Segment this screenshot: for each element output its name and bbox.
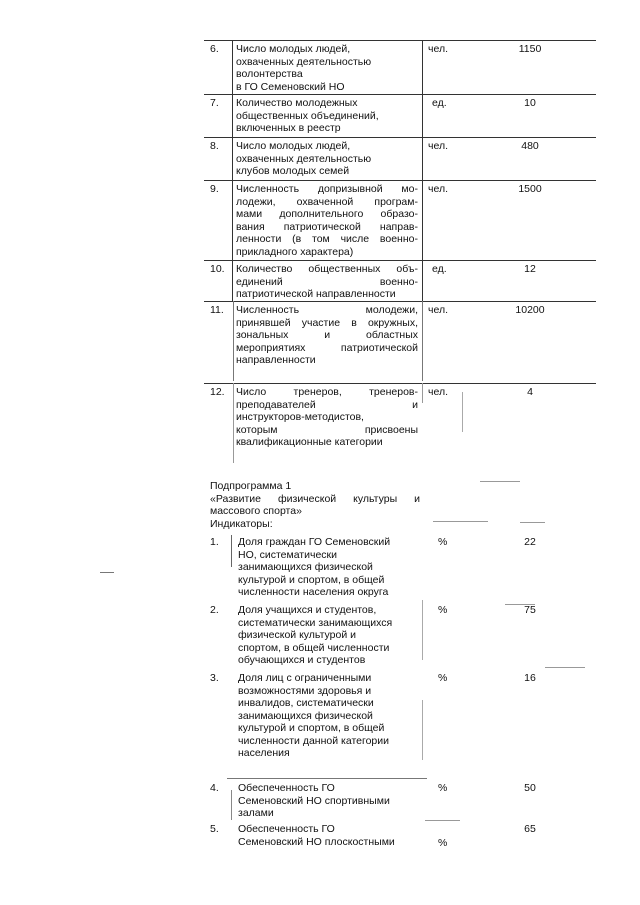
indicators-label: Индикаторы:	[210, 517, 273, 530]
scan-artifact	[231, 790, 232, 820]
row-unit: чел.	[428, 43, 449, 55]
table-rule	[204, 301, 596, 302]
desc-line: патриотической направленности	[236, 288, 396, 300]
row-value: 1150	[518, 43, 542, 55]
row-description	[236, 43, 418, 93]
row-unit: %	[438, 782, 448, 794]
desc-line: Доля учащихся и студентов,	[238, 604, 377, 616]
row-value: 65	[524, 823, 536, 835]
scan-artifact	[422, 600, 423, 660]
row-number: 12.	[210, 386, 225, 398]
table-rule	[204, 383, 596, 384]
desc-line: систематически занимающихся	[238, 616, 393, 629]
scan-artifact	[545, 667, 585, 668]
table-column-rule	[233, 301, 234, 381]
row-unit: чел.	[428, 386, 449, 398]
row-value: 75	[524, 604, 536, 616]
scan-artifact	[227, 778, 427, 779]
desc-line: возможностями здоровья и	[238, 684, 372, 697]
row-number: 10.	[210, 263, 225, 275]
desc-line: охваченных деятельностью	[236, 152, 372, 165]
subprogram-title-line: «Развитие физической культуры и	[210, 492, 420, 505]
desc-line: которым присвоены	[236, 423, 418, 436]
desc-line: занимающихся физической	[238, 561, 373, 573]
desc-line: Доля граждан ГО Семеновский	[238, 536, 391, 548]
row-number: 2.	[210, 604, 219, 616]
desc-line: НО, систематически	[238, 548, 338, 561]
row-description	[238, 672, 420, 760]
row-value: 4	[527, 386, 533, 398]
table-rule	[204, 137, 596, 138]
subprogram-heading	[210, 480, 420, 530]
desc-line: Обеспеченность ГО	[238, 782, 335, 794]
row-number: 6.	[210, 43, 219, 55]
desc-line: физической культурой и	[238, 629, 356, 641]
desc-line: принявшей участие в окружных,	[236, 316, 418, 329]
desc-line: общественных объединений,	[236, 109, 379, 122]
row-number: 3.	[210, 672, 219, 684]
desc-line: обучающихся и студентов	[238, 654, 366, 666]
row-value: 22	[524, 536, 536, 548]
desc-line: спортом, в общей численности	[238, 641, 390, 654]
row-unit: %	[438, 837, 448, 849]
desc-line: Число тренеров, тренеров-	[236, 386, 418, 398]
desc-line: Число молодых людей,	[236, 43, 351, 55]
row-unit: %	[438, 604, 448, 616]
row-value: 16	[524, 672, 536, 684]
desc-line: Численность молодежи,	[236, 304, 418, 316]
desc-line: охваченных деятельностью	[236, 55, 372, 68]
desc-line: мами дополнительного образо-	[236, 208, 418, 220]
row-value: 10200	[515, 304, 545, 316]
desc-line: Численность допризывной мо-	[236, 183, 418, 195]
row-description	[236, 386, 418, 449]
desc-line: Семеновский НО спортивными	[238, 794, 390, 807]
desc-line: Доля лиц с ограниченными	[238, 672, 372, 684]
desc-line: культурой и спортом, в общей	[238, 573, 385, 586]
row-unit: чел.	[428, 140, 449, 152]
desc-line: мероприятиях патриотической	[236, 341, 418, 354]
desc-line: лодежи, охваченной програм-	[236, 195, 418, 208]
desc-line: включенных в реестр	[236, 122, 341, 134]
row-unit: чел.	[428, 304, 449, 316]
desc-line: волонтерства	[236, 68, 303, 80]
desc-line: клубов молодых семей	[236, 165, 350, 177]
desc-line: занимающихся физической	[238, 709, 373, 722]
row-description	[236, 263, 418, 301]
desc-line: Обеспеченность ГО	[238, 823, 335, 835]
scan-artifact	[462, 392, 463, 432]
row-description	[236, 140, 418, 178]
desc-line: культурой и спортом, в общей	[238, 722, 385, 734]
table-rule	[204, 180, 596, 181]
desc-line: инструкторов-методистов,	[236, 411, 364, 423]
subprogram-title-line: массового спорта»	[210, 505, 302, 517]
desc-line: квалификационные категории	[236, 436, 383, 448]
desc-line: Количество общественных объ-	[236, 263, 418, 275]
row-description	[236, 97, 418, 135]
row-description	[238, 604, 420, 667]
row-unit: %	[438, 536, 448, 548]
desc-line: в ГО Семеновский НО	[236, 80, 345, 93]
desc-line: Семеновский НО плоскостными	[238, 835, 395, 848]
table-rule	[204, 94, 596, 95]
row-number: 7.	[210, 97, 219, 109]
desc-line: единений военно-	[236, 275, 418, 288]
row-value: 12	[524, 263, 536, 275]
desc-line: численности населения округа	[238, 586, 389, 598]
desc-line: населения	[238, 747, 290, 759]
row-unit: ед.	[432, 263, 447, 275]
scan-artifact	[422, 700, 423, 760]
desc-line: прикладного характера)	[236, 245, 354, 258]
desc-line: инвалидов, систематически	[238, 697, 374, 709]
row-number: 1.	[210, 536, 219, 548]
subprogram-title-line: Подпрограмма 1	[210, 480, 292, 492]
row-value: 480	[521, 140, 539, 152]
table-column-rule	[232, 40, 233, 301]
desc-line: вания патриотической направ-	[236, 220, 418, 233]
table-rule	[204, 40, 596, 41]
scan-artifact	[100, 572, 114, 573]
desc-line: направленности	[236, 354, 316, 366]
scan-artifact	[480, 481, 520, 482]
row-value: 1500	[518, 183, 542, 195]
desc-line: ленности (в том числе военно-	[236, 233, 418, 245]
desc-line: залами	[238, 807, 274, 819]
scan-artifact	[520, 522, 545, 523]
row-number: 4.	[210, 782, 219, 794]
row-number: 8.	[210, 140, 219, 152]
row-description	[236, 304, 418, 367]
desc-line: Число молодых людей,	[236, 140, 351, 152]
table-column-rule	[422, 40, 423, 301]
scan-artifact	[425, 820, 460, 821]
row-unit: ед.	[432, 97, 447, 109]
desc-line: Количество молодежных	[236, 97, 358, 109]
row-description	[238, 782, 420, 820]
row-unit: %	[438, 672, 448, 684]
table-column-rule	[233, 383, 234, 463]
desc-line: зональных и областных	[236, 329, 418, 341]
row-value: 50	[524, 782, 536, 794]
row-unit: чел.	[428, 183, 449, 195]
row-number: 5.	[210, 823, 219, 835]
row-description	[236, 183, 418, 258]
row-number: 11.	[210, 304, 224, 316]
table-rule	[204, 260, 596, 261]
desc-line: численности данной категории	[238, 734, 389, 747]
row-value: 10	[524, 97, 536, 109]
scan-artifact	[433, 521, 488, 522]
desc-line: преподавателей и	[236, 398, 418, 411]
table-column-rule	[422, 301, 423, 381]
table-column-rule	[422, 383, 423, 403]
row-description	[238, 536, 420, 599]
row-description	[238, 823, 420, 848]
row-number: 9.	[210, 183, 219, 195]
